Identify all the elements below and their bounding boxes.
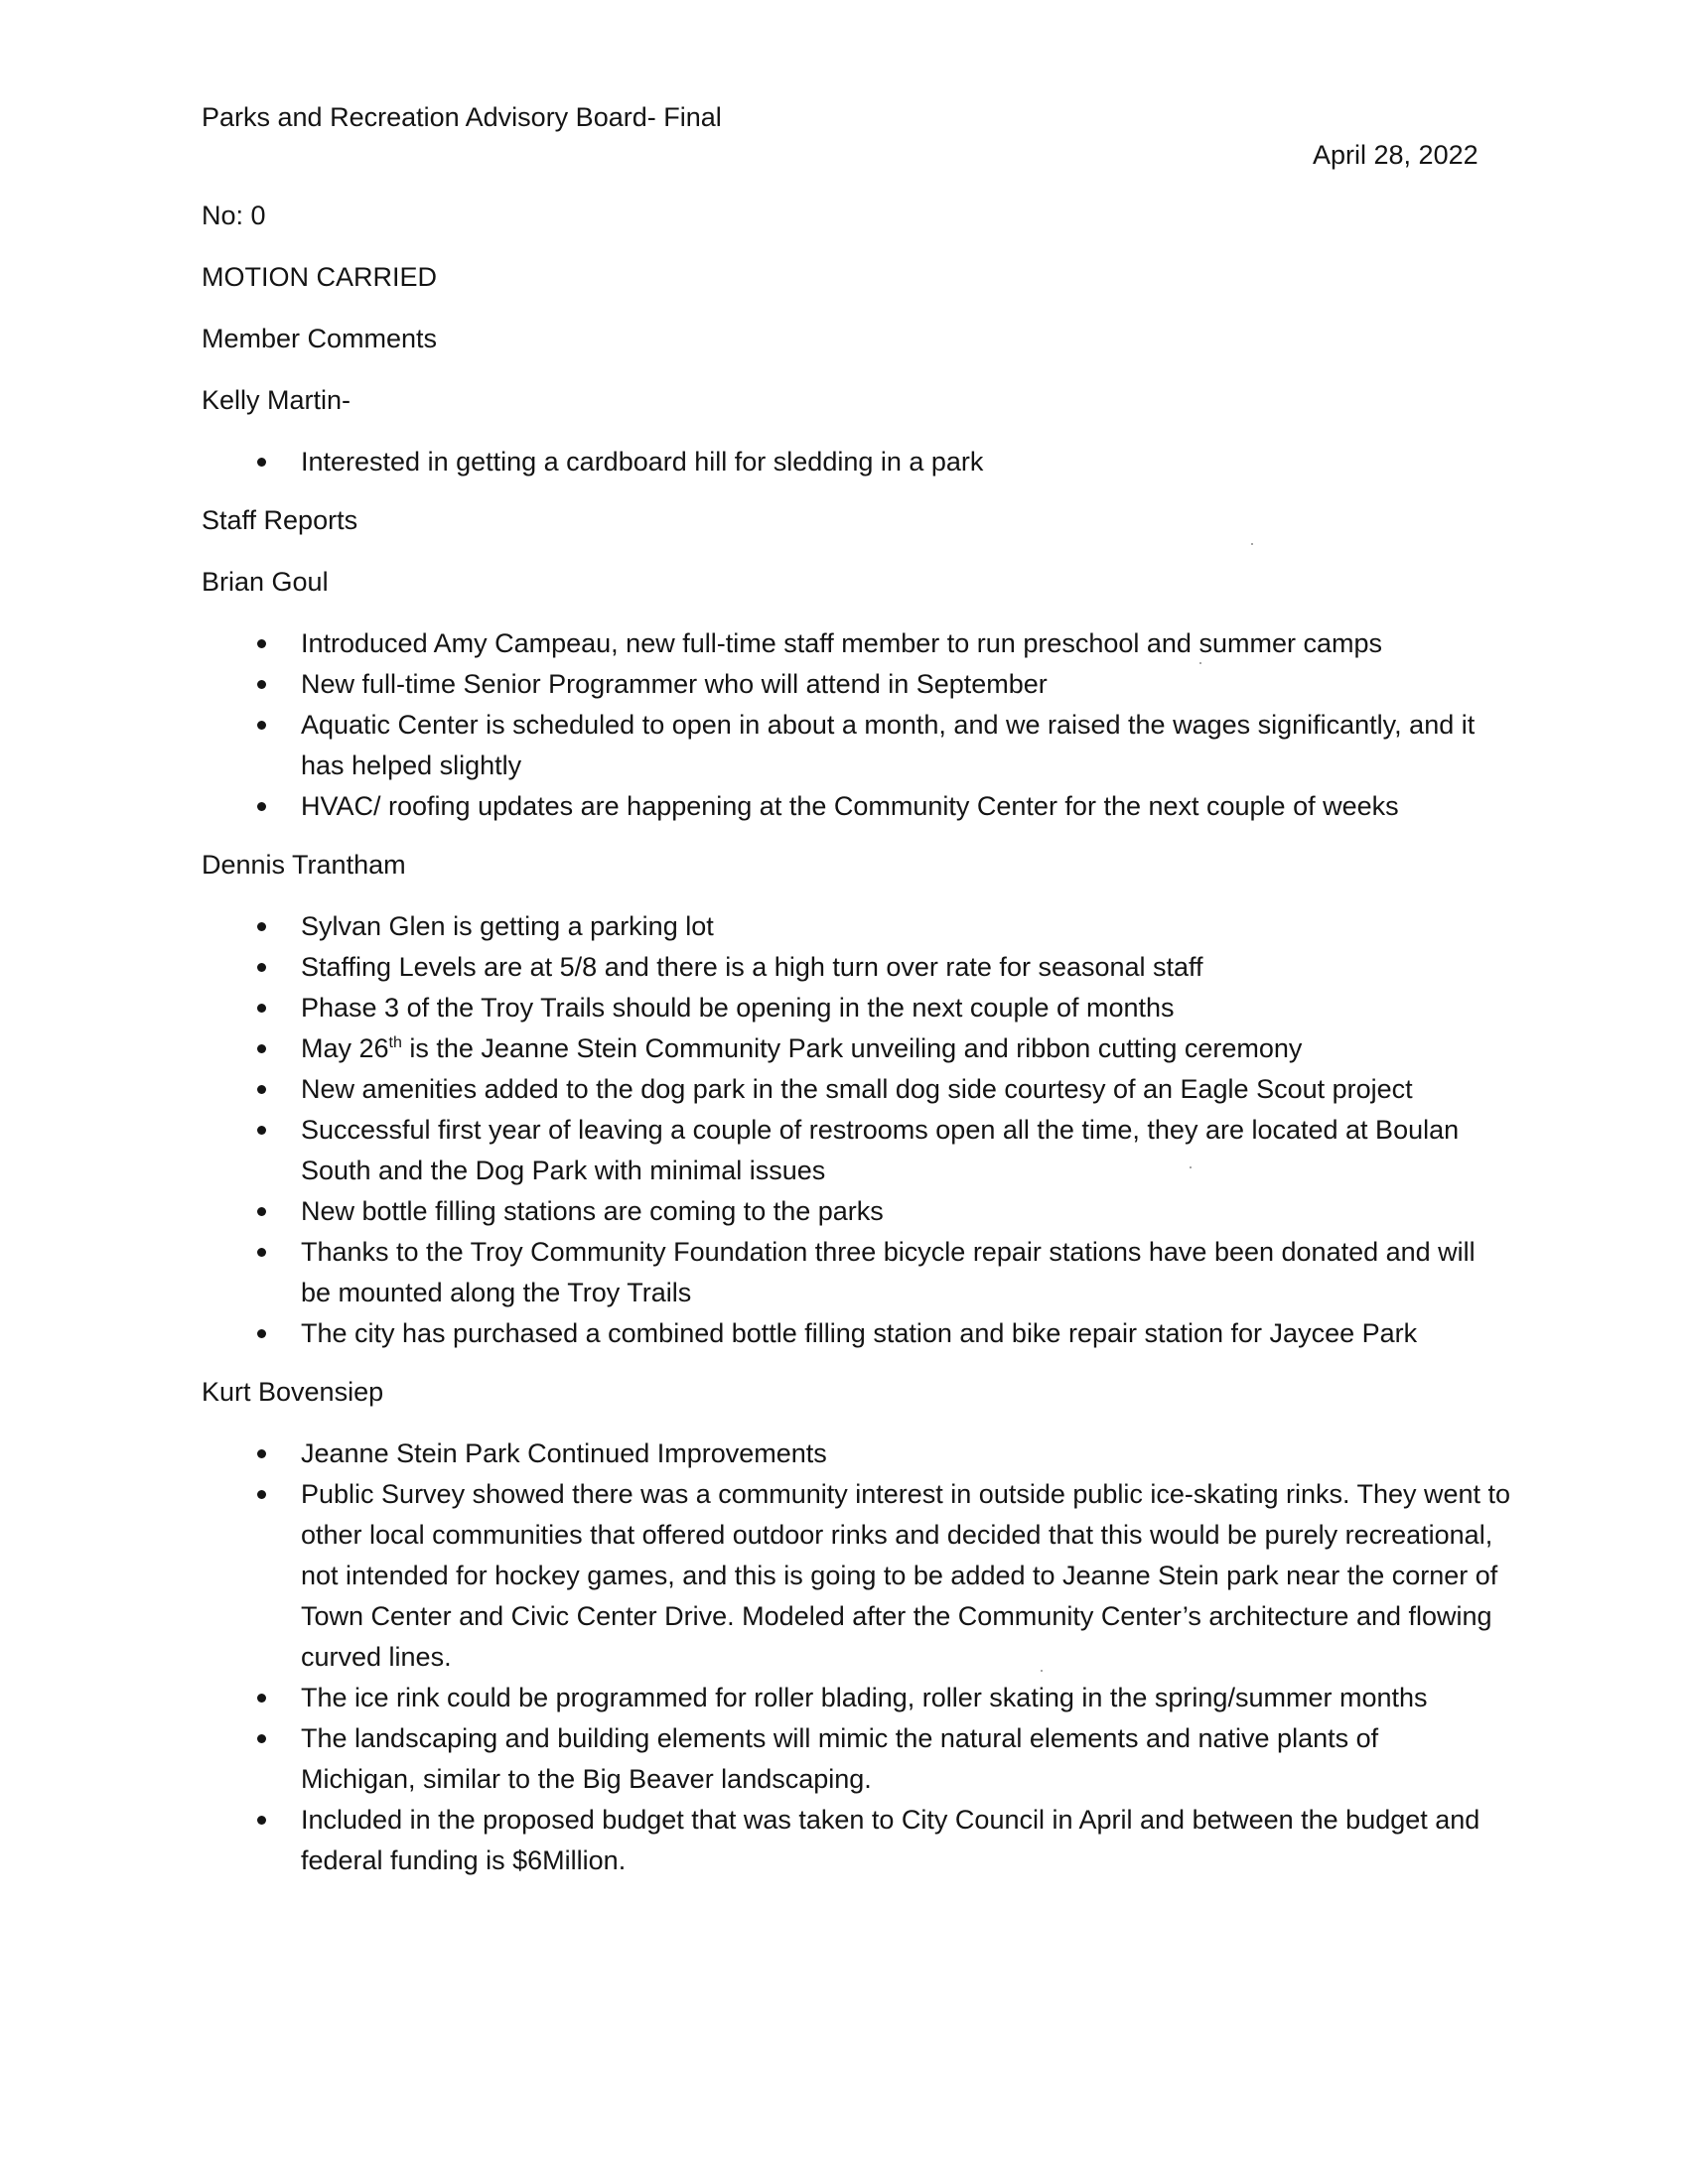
- list-item: Included in the proposed budget that was taken to City Council in April and between the budget and federal funding is $6Million.: [202, 1800, 1522, 1881]
- list-item: Introduced Amy Campeau, new full-time staff member to run preschool and summer camps: [202, 623, 1522, 664]
- member-comments-heading: Member Comments: [202, 324, 438, 353]
- kurt-report-list: [202, 1433, 1522, 1881]
- scan-speck: [1199, 662, 1201, 664]
- brian-report-list: [202, 623, 1522, 827]
- scan-speck: [1190, 1166, 1192, 1168]
- dennis-report-list: [202, 906, 1522, 1354]
- list-item: Successful first year of leaving a couple of restrooms open all the time, they are located at Boulan South and the Dog Park with minimal issues: [202, 1110, 1522, 1191]
- motion-result: MOTION CARRIED: [202, 262, 438, 292]
- ordinal-suffix: th: [388, 1034, 402, 1051]
- list-item: New bottle filling stations are coming to the parks: [202, 1191, 1522, 1232]
- document-title: Parks and Recreation Advisory Board- Final: [202, 102, 722, 132]
- may-item-text: is the Jeanne Stein Community Park unveiling and ribbon cutting ceremony: [401, 1033, 1303, 1063]
- list-item: New amenities added to the dog park in the small dog side courtesy of an Eagle Scout project: [202, 1069, 1522, 1110]
- list-item: Interested in getting a cardboard hill for sledding in a park: [202, 442, 1522, 482]
- list-item: HVAC/ roofing updates are happening at the Community Center for the next couple of weeks: [202, 786, 1522, 827]
- list-item: Aquatic Center is scheduled to open in about a month, and we raised the wages significantly, and it has helped slightly: [202, 705, 1522, 786]
- scan-speck: [1041, 1670, 1043, 1672]
- kelly-comment-list: [202, 442, 1522, 482]
- staff-reports-heading: Staff Reports: [202, 505, 358, 535]
- may-date-text: May 26: [301, 1033, 389, 1063]
- speaker-name-brian: Brian Goul: [202, 567, 329, 597]
- list-item: Thanks to the Troy Community Foundation three bicycle repair stations have been donated and will be mounted along the Troy Trails: [202, 1232, 1522, 1313]
- vote-no-count: No: 0: [202, 201, 266, 230]
- list-item: Phase 3 of the Troy Trails should be opening in the next couple of months: [202, 988, 1522, 1028]
- list-item-may-26: [202, 1028, 1522, 1069]
- list-item: Staffing Levels are at 5/8 and there is a high turn over rate for seasonal staff: [202, 947, 1522, 988]
- list-item: The landscaping and building elements will mimic the natural elements and native plants of Michigan, similar to the Big Beaver landscaping.: [202, 1718, 1522, 1800]
- list-item: Public Survey showed there was a community interest in outside public ice-skating rinks. They went to other local communities that offered outdoor rinks and decided that this would be purely recreational, not intended for hockey games, and this is going to be added to Jeanne Stein park near the corner of Town Center and Civic Center Drive. Modeled after the Community Center’s architecture and flowing curved lines.: [202, 1474, 1522, 1678]
- speaker-name-dennis: Dennis Trantham: [202, 850, 406, 880]
- list-item: Jeanne Stein Park Continued Improvements: [202, 1433, 1522, 1474]
- list-item: The city has purchased a combined bottle filling station and bike repair station for Jaycee Park: [202, 1313, 1522, 1354]
- meeting-date: April 28, 2022: [1313, 140, 1478, 170]
- scan-speck: [1251, 543, 1253, 545]
- list-item: Sylvan Glen is getting a parking lot: [202, 906, 1522, 947]
- document-body: [202, 198, 1522, 1901]
- list-item: New full-time Senior Programmer who will attend in September: [202, 664, 1522, 705]
- speaker-name-kelly: Kelly Martin-: [202, 385, 352, 415]
- speaker-name-kurt: Kurt Bovensiep: [202, 1377, 384, 1407]
- list-item: The ice rink could be programmed for roller blading, roller skating in the spring/summer months: [202, 1678, 1522, 1718]
